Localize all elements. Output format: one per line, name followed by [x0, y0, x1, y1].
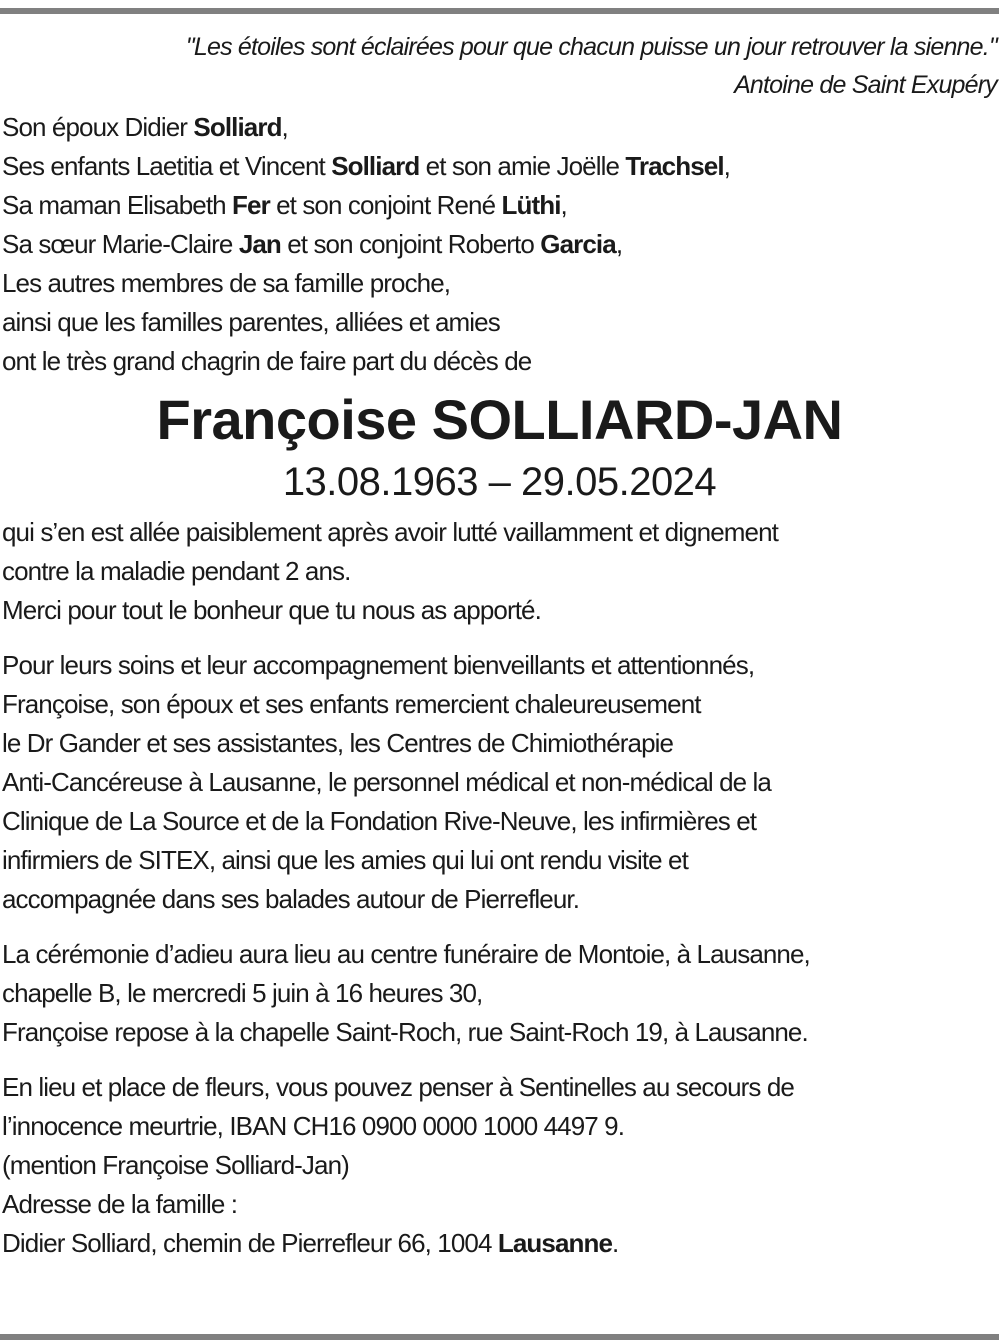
- family-line: ont le très grand chagrin de faire part du décès de: [2, 346, 532, 376]
- text-line: accompagnée dans ses balades autour de Pierrefleur.: [2, 884, 580, 914]
- top-rule: [0, 8, 999, 14]
- life-dates: 13.08.1963 – 29.05.2024: [282, 460, 717, 504]
- ceremony-paragraph: [2, 935, 997, 1052]
- family-line: Sa maman Elisabeth Fer et son conjoint René Lüthi,: [2, 190, 567, 220]
- family-line: Sa sœur Marie-Claire Jan et son conjoint Roberto Garcia,: [2, 229, 623, 259]
- text-line: Françoise, son époux et ses enfants remercient chaleureusement: [2, 689, 701, 719]
- passing-paragraph: [2, 513, 997, 630]
- family-line: Ses enfants Laetitia et Vincent Solliard et son amie Joëlle Trachsel,: [2, 151, 730, 181]
- thanks-paragraph: [2, 646, 997, 919]
- text-line: chapelle B, le mercredi 5 juin à 16 heures 30,: [2, 978, 483, 1008]
- family-address: Didier Solliard, chemin de Pierrefleur 66, 1004 Lausanne.: [2, 1228, 619, 1258]
- text-line: qui s’en est allée paisiblement après avoir lutté vaillamment et dignement: [2, 517, 778, 547]
- epigraph-text: "Les étoiles sont éclairées pour que chacun puisse un jour retrouver la sienne.": [185, 33, 997, 61]
- text-line: Clinique de La Source et de la Fondation Rive-Neuve, les infirmières et: [2, 806, 757, 836]
- text-line: infirmiers de SITEX, ainsi que les amies qui lui ont rendu visite et: [2, 845, 688, 875]
- text-line: Anti-Cancéreuse à Lausanne, le personnel médical et non-médical de la: [2, 767, 771, 797]
- text-line: Adresse de la famille :: [2, 1189, 238, 1219]
- text-line: le Dr Gander et ses assistantes, les Centres de Chimiothérapie: [2, 728, 674, 758]
- bottom-rule: [0, 1334, 999, 1340]
- deceased-name: Françoise SOLLIARD-JAN: [156, 388, 843, 451]
- text-line: Merci pour tout le bonheur que tu nous as apporté.: [2, 595, 541, 625]
- text-line: La cérémonie d’adieu aura lieu au centre funéraire de Montoie, à Lausanne,: [2, 939, 810, 969]
- epigraph-author: Antoine de Saint Exupéry: [734, 71, 997, 99]
- family-line: Les autres membres de sa famille proche,: [2, 268, 451, 298]
- family-list: [2, 108, 997, 381]
- text-line: contre la maladie pendant 2 ans.: [2, 556, 351, 586]
- text-line: Pour leurs soins et leur accompagnement bienveillants et attentionnés,: [2, 650, 755, 680]
- text-line: En lieu et place de fleurs, vous pouvez penser à Sentinelles au secours de: [2, 1072, 794, 1102]
- obituary-notice: [2, 28, 997, 1263]
- text-line: Françoise repose à la chapelle Saint-Roch, rue Saint-Roch 19, à Lausanne.: [2, 1017, 808, 1047]
- text-line: (mention Françoise Solliard-Jan): [2, 1150, 349, 1180]
- donation-paragraph: [2, 1068, 997, 1263]
- family-line: ainsi que les familles parentes, alliées et amies: [2, 307, 500, 337]
- text-line: l’innocence meurtrie, IBAN CH16 0900 0000 1000 4497 9.: [2, 1111, 625, 1141]
- family-line: Son époux Didier Solliard,: [2, 112, 288, 142]
